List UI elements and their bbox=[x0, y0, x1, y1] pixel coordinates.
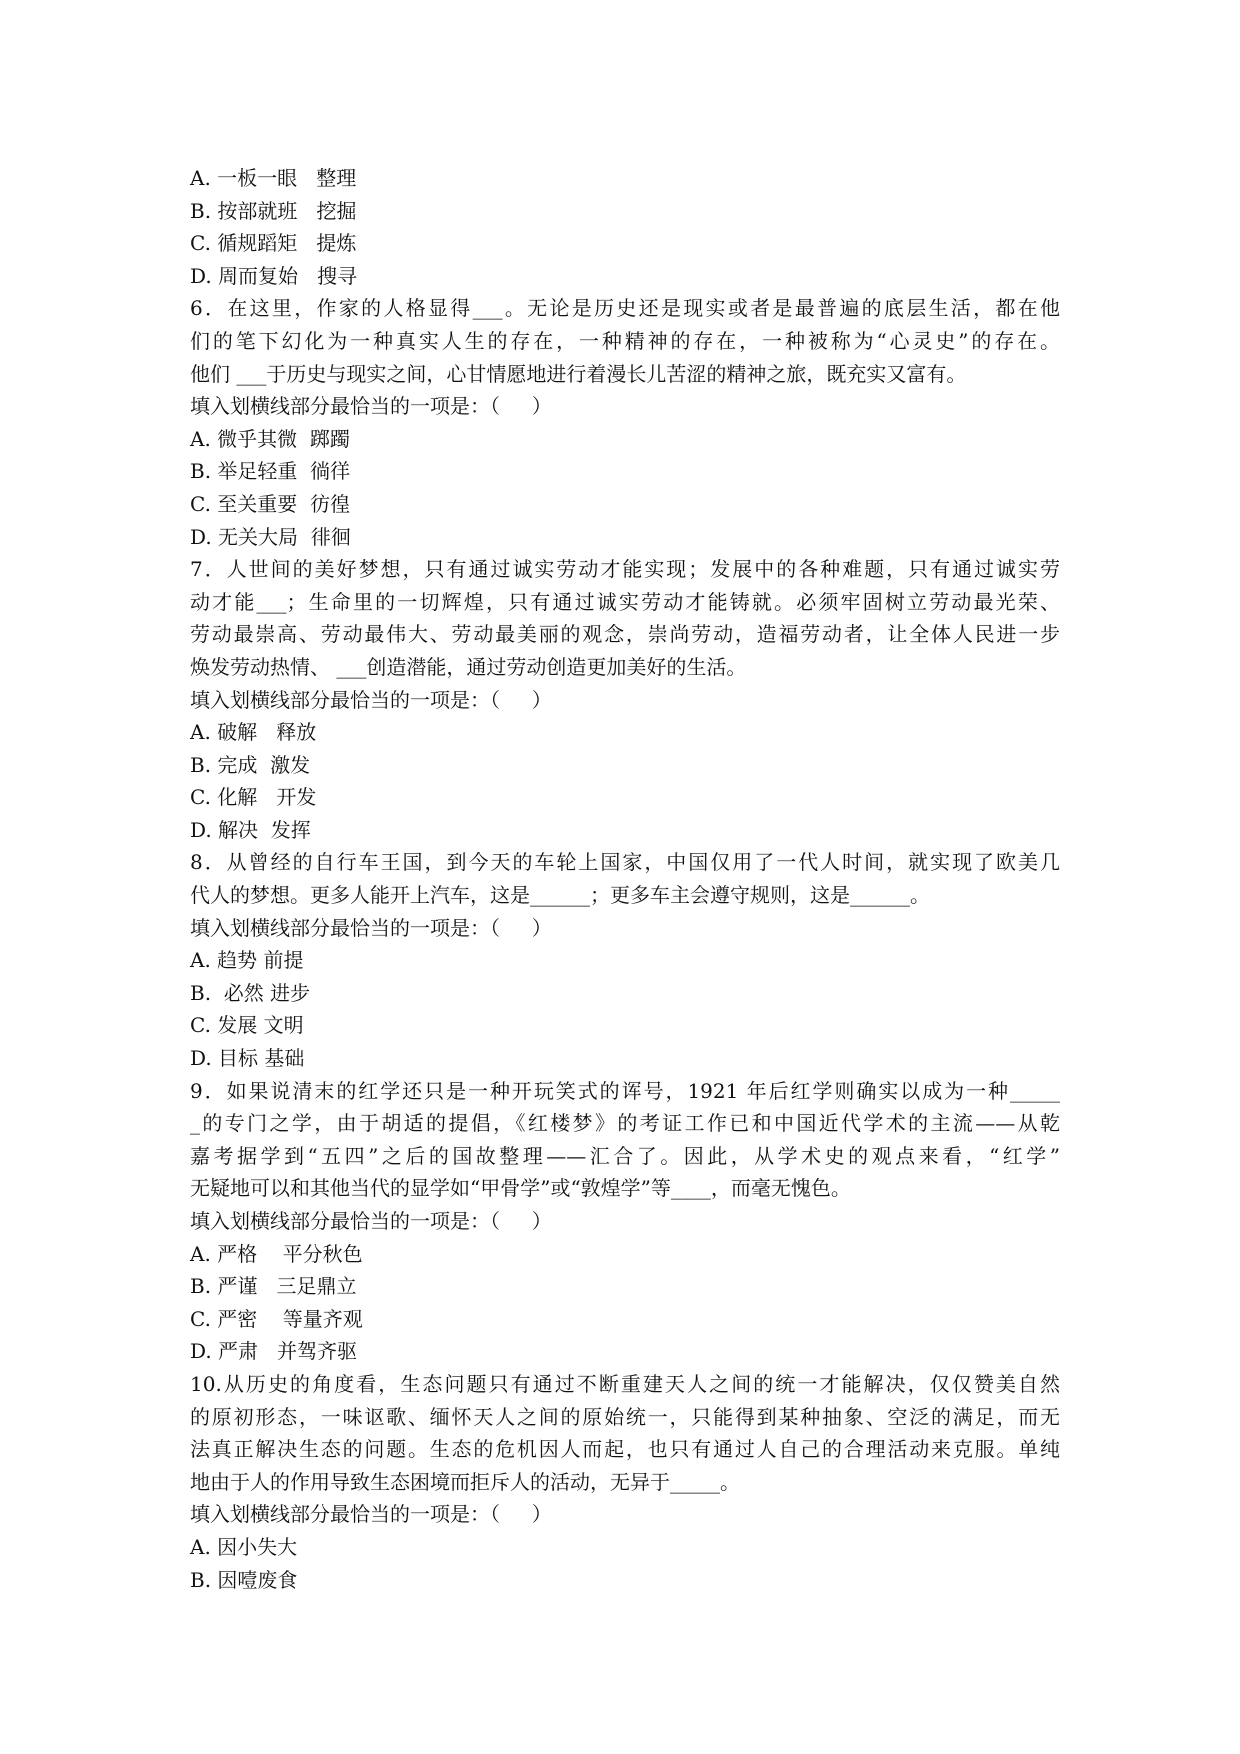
question-7-text: 焕发劳动热情、 ___创造潜能，通过劳动创造更加美好的生活。 bbox=[190, 654, 747, 679]
question-7-text: 动才能___；生命里的一切辉煌，只有通过诚实劳动才能铸就。必须牢固树立劳动最光荣、 bbox=[190, 589, 1060, 614]
answer-option: A. 趋势 前提 bbox=[190, 948, 304, 973]
question-7-text: 劳动最崇高、劳动最伟大、劳动最美丽的观念，崇尚劳动，造福劳动者，让全体人民进一步 bbox=[190, 622, 1060, 647]
answer-option: D. 周而复始 搜寻 bbox=[190, 263, 358, 288]
question-9-text: 无疑地可以和其他当代的显学如“甲骨学”或“敦煌学”等____，而毫无愧色。 bbox=[190, 1176, 851, 1201]
question-9-text: 9．如果说清末的红学还只是一种开玩笑式的诨号，1921 年后红学则确实以成为一种_____ bbox=[190, 1078, 1060, 1103]
question-prompt: 填入划横线部分最恰当的一项是：（ ） bbox=[190, 687, 552, 712]
answer-option: C. 严密 等量齐观 bbox=[190, 1306, 363, 1331]
answer-option: A. 一板一眼 整理 bbox=[190, 166, 357, 190]
answer-option: C. 化解 开发 bbox=[190, 785, 317, 810]
answer-option: B. 完成 激发 bbox=[190, 752, 311, 777]
question-prompt: 填入划横线部分最恰当的一项是：（ ） bbox=[190, 394, 552, 419]
answer-option: A. 微乎其微 踯躅 bbox=[190, 426, 350, 451]
answer-option: B. 必然 进步 bbox=[190, 980, 311, 1005]
answer-option: A. 严格 平分秋色 bbox=[190, 1241, 363, 1266]
question-prompt: 填入划横线部分最恰当的一项是：（ ） bbox=[190, 915, 552, 940]
question-9-text: 嘉考据学到“五四”之后的国故整理——汇合了。因此，从学术史的观点来看，“红学” bbox=[190, 1143, 1060, 1168]
question-9-text: _的专门之学，由于胡适的提倡，《红楼梦》的考证工作已和中国近代学术的主流——从乾 bbox=[190, 1111, 1060, 1136]
answer-option: B. 按部就班 挖掘 bbox=[190, 198, 357, 223]
question-10-text: 10.从历史的角度看，生态问题只有通过不断重建天人之间的统一才能解决，仅仅赞美自然 bbox=[190, 1371, 1060, 1396]
question-10-text: 法真正解决生态的问题。生态的危机因人而起，也只有通过人自己的合理活动来克服。单纯 bbox=[190, 1437, 1060, 1462]
answer-option: B. 举足轻重 徜徉 bbox=[190, 459, 351, 484]
question-10-text: 的原初形态，一味讴歌、缅怀天人之间的原始统一，只能得到某种抽象、空泛的满足，而无 bbox=[190, 1404, 1060, 1429]
answer-option: C. 循规蹈矩 提炼 bbox=[190, 231, 357, 256]
question-8-text: 8．从曾经的自行车王国，到今天的车轮上国家，中国仅用了一代人时间，就实现了欧美几 bbox=[190, 850, 1060, 875]
question-6-text: 他们 ___于历史与现实之间，心甘情愿地进行着漫长儿苦涩的精神之旅，既充实又富有。 bbox=[190, 361, 967, 386]
answer-option: A. 破解 释放 bbox=[190, 720, 317, 745]
question-prompt: 填入划横线部分最恰当的一项是：（ ） bbox=[190, 1209, 552, 1233]
answer-option: D. 严肃 并驾齐驱 bbox=[190, 1339, 358, 1364]
question-6-text: 们的笔下幻化为一种真实人生的存在，一种精神的存在，一种被称为“心灵史”的存在。 bbox=[190, 328, 1060, 353]
answer-option: B. 严谨 三足鼎立 bbox=[190, 1274, 357, 1299]
answer-option: D. 解决 发挥 bbox=[190, 817, 311, 842]
answer-option: A. 因小失大 bbox=[190, 1534, 298, 1559]
question-prompt: 填入划横线部分最恰当的一项是：（ ） bbox=[190, 1502, 552, 1527]
answer-option: D. 无关大局 徘徊 bbox=[190, 524, 351, 549]
answer-option: B. 因噎废食 bbox=[190, 1567, 298, 1592]
answer-option: C. 至关重要 彷徨 bbox=[190, 491, 351, 516]
question-6-text: 6．在这里，作家的人格显得___。无论是历史还是现实或者是最普遍的底层生活，都在他 bbox=[190, 296, 1060, 321]
question-7-text: 7．人世间的美好梦想，只有通过诚实劳动才能实现；发展中的各种难题，只有通过诚实劳 bbox=[190, 557, 1060, 582]
answer-option: C. 发展 文明 bbox=[190, 1013, 304, 1038]
question-8-text: 代人的梦想。更多人能开上汽车，这是______；更多车主会遵守规则，这是______。 bbox=[190, 883, 930, 908]
question-10-text: 地由于人的作用导致生态困境而拒斥人的活动，无异于_____。 bbox=[190, 1469, 740, 1494]
answer-option: D. 目标 基础 bbox=[190, 1046, 305, 1071]
document-page bbox=[190, 162, 1060, 1596]
